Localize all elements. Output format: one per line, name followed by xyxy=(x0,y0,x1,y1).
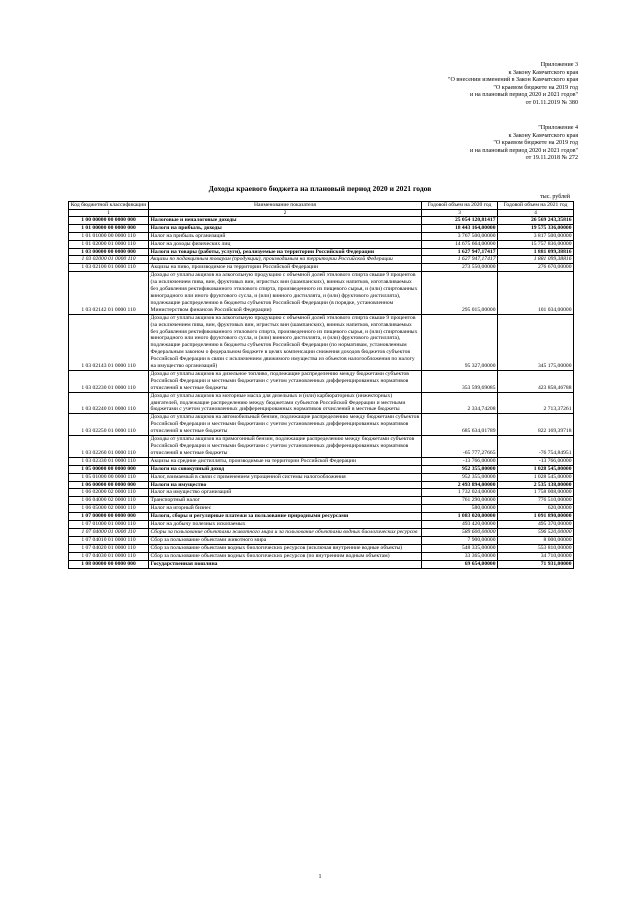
cell-name: Доходы от уплаты акцизов на алкогольную продукцию с объемной долей этилового спирта свыше 9 процентов (за исключением пива, вин, фруктовых вин, игристых вин (шампанских), винных напитков, изготавливаемых без добавления ректификованного этилового спирта, произведенного из пищевого сырья, и (или) спиртованных виноградного или иного фруктового сусла, и (или) винного дистиллята, и (или) фруктового дистиллята), подлежащие распределению в бюджеты субъектов Российской Федерации (по нормативам, установленным Федеральным законом о федеральном бюджете в целях компенсации снижения доходов бюджетов субъектов Российской Федерации в связи с исключением движимого имущества из объектов налогообложения по налогу на имущество организаций) xyxy=(149,314,422,370)
table-row xyxy=(69,436,574,458)
cell-code: 1 01 01000 00 0000 110 xyxy=(69,232,149,240)
table-row xyxy=(69,457,574,465)
cell-code: 1 03 02330 01 0000 110 xyxy=(69,457,149,465)
cell-code: 1 03 02000 01 0000 110 xyxy=(69,256,149,264)
cell-code: 1 06 05000 02 0000 110 xyxy=(69,505,149,513)
cell-name: Налог на игорный бизнес xyxy=(149,505,422,513)
cell-code: 1 05 00000 00 0000 000 xyxy=(69,465,149,473)
cell-2021: 34 710,00000 xyxy=(498,552,574,560)
table-row xyxy=(69,370,574,392)
cell-name: Акцизы по подакцизным товарам (продукции), производимым на территории Российской Федерации xyxy=(149,256,422,264)
cell-code: 1 01 02000 01 0000 110 xyxy=(69,240,149,248)
cell-2021: 1 758 008,00000 xyxy=(498,489,574,497)
cell-name: Сборы за пользование объектами животного мира и за пользование объектами водных биологических ресурсов xyxy=(149,528,422,536)
cell-name: Сбор за пользование объектами водных биологических ресурсов (исключая внутренние водные объекты) xyxy=(149,544,422,552)
cell-2021: 553 810,00000 xyxy=(498,544,574,552)
table-row xyxy=(69,544,574,552)
cell-2021: 2 713,37261 xyxy=(498,392,574,414)
table-row xyxy=(69,216,574,224)
column-index: 2 xyxy=(149,209,422,216)
cell-2020: 548 335,00000 xyxy=(422,544,498,552)
column-header-name: Наименование показателя xyxy=(149,202,422,210)
cell-code: 1 03 02230 01 0000 110 xyxy=(69,370,149,392)
cell-2021: 26 569 243,35816 xyxy=(498,216,574,224)
cell-name: Налоги на совокупный доход xyxy=(149,465,422,473)
cell-code: 1 03 02260 01 0000 110 xyxy=(69,436,149,458)
table-row xyxy=(69,560,574,568)
cell-2021: 345 175,00000 xyxy=(498,314,574,370)
cell-name: Акцизы на пиво, производимое на территории Российской Федерации xyxy=(149,264,422,272)
cell-2020: 952 355,00000 xyxy=(422,465,498,473)
column-header-2021: Годовой объем на 2021 год xyxy=(498,202,574,210)
cell-code: 1 07 00000 00 0000 000 xyxy=(69,513,149,521)
cell-code: 1 03 02142 01 0000 110 xyxy=(69,272,149,314)
cell-2021: 15 757 836,00000 xyxy=(498,240,574,248)
cell-2020: 95 327,00000 xyxy=(422,314,498,370)
cell-code: 1 07 01000 01 0000 110 xyxy=(69,521,149,529)
cell-2020: 273 550,00000 xyxy=(422,264,498,272)
table-row xyxy=(69,521,574,529)
cell-name: Налоги на имущество xyxy=(149,481,422,489)
cell-2020: 7 900,00000 xyxy=(422,536,498,544)
cell-code: 1 06 02000 02 0000 110 xyxy=(69,489,149,497)
table-row xyxy=(69,465,574,473)
appendix-header-original xyxy=(470,125,578,163)
cell-2020: 1 627 947,17417 xyxy=(422,248,498,256)
cell-2021: 495 370,00000 xyxy=(498,521,574,529)
table-row xyxy=(69,314,574,370)
header-line: к Закону Камчатского края xyxy=(508,69,578,76)
header-line: "О внесении изменений в Закон Камчатского края xyxy=(448,77,578,84)
cell-name: Доходы от уплаты акцизов на моторные масла для дизельных и (или) карбюраторных (инжекторных) двигателей, подлежащие распределению между бюджетами субъектов Российской Федерации и местными бюджетами с учетом установленных дифференцированных нормативов отчислений в местные бюджеты xyxy=(149,392,422,414)
cell-code: 1 05 01000 00 0000 110 xyxy=(69,473,149,481)
cell-2021: 276 670,00000 xyxy=(498,264,574,272)
cell-code: 1 03 02250 01 0000 110 xyxy=(69,414,149,436)
cell-name: Доходы от уплаты акцизов на автомобильный бензин, подлежащие распределению между бюджетами субъектов Российской Федерации и местными бюджетами с учетом установленных дифференцированных нормативов отчислений в местные бюджеты xyxy=(149,414,422,436)
header-line: к Закону Камчатского края xyxy=(508,132,578,139)
cell-2021: 1 881 099,38816 xyxy=(498,248,574,256)
cell-2020: 761 290,00000 xyxy=(422,497,498,505)
cell-name: Налоги на товары (работы, услуги), реализуемые на территории Российской Федерации xyxy=(149,248,422,256)
table-row xyxy=(69,497,574,505)
cell-name: Сбор за пользование объектами водных биологических ресурсов (по внутренним водным объектам) xyxy=(149,552,422,560)
table-row xyxy=(69,240,574,248)
cell-2021: 101 034,00000 xyxy=(498,272,574,314)
cell-2021: 423 858,46788 xyxy=(498,370,574,392)
document-title: Доходы краевого бюджета на плановый период 2020 и 2021 годов xyxy=(208,184,432,193)
cell-code: 1 07 04000 01 0000 110 xyxy=(69,528,149,536)
header-line: и на плановый период 2020 и 2021 годов" xyxy=(469,147,578,154)
cell-name: Налог, взимаемый в связи с применением упрощенной системы налогообложения xyxy=(149,473,422,481)
cell-2021: 2 535 138,00000 xyxy=(498,481,574,489)
cell-code: 1 03 02143 01 0000 110 xyxy=(69,314,149,370)
cell-2020: 1 627 947,17417 xyxy=(422,256,498,264)
cell-2020: 580,00000 xyxy=(422,505,498,513)
cell-name: Налоги, сборы и регулярные платежи за пользование природными ресурсами xyxy=(149,513,422,521)
table-row xyxy=(69,536,574,544)
cell-name: Доходы от уплаты акцизов на прямогонный бензин, подлежащие распределению между бюджетами субъектов Российской Федерации и местными бюджетами с учетом установленных дифференцированных нормативов отчислений в местные бюджеты xyxy=(149,436,422,458)
cell-2020: 2 493 894,00000 xyxy=(422,481,498,489)
cell-code: 1 08 00000 00 0000 000 xyxy=(69,560,149,568)
cell-code: 1 06 00000 00 0000 000 xyxy=(69,481,149,489)
column-header-code: Код бюджетной классификации xyxy=(69,202,149,210)
cell-name: Налог на прибыль организаций xyxy=(149,232,422,240)
cell-name: Налоги на прибыль, доходы xyxy=(149,224,422,232)
table-body xyxy=(69,216,574,568)
column-index: 4 xyxy=(498,209,574,216)
units-label: тыс. рублей xyxy=(540,194,570,200)
cell-2020: -13 766,00000 xyxy=(422,457,498,465)
header-line: "О краевом бюджете на 2019 год xyxy=(493,84,578,91)
header-line: от 19.11.2018 № 272 xyxy=(525,155,578,162)
cell-2020: 295 015,00000 xyxy=(422,272,498,314)
cell-2021: -76 754,84951 xyxy=(498,436,574,458)
cell-name: Сбор за пользование объектами животного мира xyxy=(149,536,422,544)
cell-2020: 353 599,69085 xyxy=(422,370,498,392)
cell-2021: -13 766,00000 xyxy=(498,457,574,465)
cell-2020: 18 443 164,00000 xyxy=(422,224,498,232)
cell-2020: 1 083 020,00000 xyxy=(422,513,498,521)
revenue-table xyxy=(68,201,574,569)
cell-name: Налог на имущество организаций xyxy=(149,489,422,497)
cell-2021: 3 817 500,00000 xyxy=(498,232,574,240)
header-line: и на плановый период 2020 и 2021 годов" xyxy=(469,92,578,99)
table-row xyxy=(69,414,574,436)
cell-code: 1 01 00000 00 0000 000 xyxy=(69,224,149,232)
cell-name: Налоговые и неналоговые доходы xyxy=(149,216,422,224)
table-row xyxy=(69,232,574,240)
header-line: от 01.11.2019 № 380 xyxy=(525,99,578,106)
cell-2021: 8 000,00000 xyxy=(498,536,574,544)
cell-2021: 822 169,39718 xyxy=(498,414,574,436)
cell-2020: 952 355,00000 xyxy=(422,473,498,481)
cell-2020: 14 675 664,00000 xyxy=(422,240,498,248)
column-header-2020: Годовой объем на 2020 год xyxy=(422,202,498,210)
cell-2021: 1 091 890,00000 xyxy=(498,513,574,521)
cell-code: 1 00 00000 00 0000 000 xyxy=(69,216,149,224)
cell-2021: 620,00000 xyxy=(498,505,574,513)
column-index-row xyxy=(69,209,574,216)
table-row xyxy=(69,248,574,256)
table-row xyxy=(69,528,574,536)
cell-2020: 493 420,00000 xyxy=(422,521,498,529)
cell-2020: 1 732 024,00000 xyxy=(422,489,498,497)
cell-2020: -65 777,27665 xyxy=(422,436,498,458)
column-index: 1 xyxy=(69,209,149,216)
cell-2021: 71 931,00000 xyxy=(498,560,574,568)
table-row xyxy=(69,473,574,481)
table-row xyxy=(69,552,574,560)
table-row xyxy=(69,264,574,272)
cell-2020: 2 334,74208 xyxy=(422,392,498,414)
table-row xyxy=(69,489,574,497)
header-line: "О краевом бюджете на 2019 год xyxy=(493,140,578,147)
cell-code: 1 07 04020 01 0000 110 xyxy=(69,544,149,552)
cell-2021: 776 510,00000 xyxy=(498,497,574,505)
cell-name: Доходы от уплаты акцизов на дизельное топливо, подлежащие распределению между бюджетами субъектов Российской Федерации и местными бюджетами с учетом установленных дифференцированных нормативов отчислений в местные бюджеты xyxy=(149,370,422,392)
header-line: Приложение 3 xyxy=(540,62,578,68)
column-index: 3 xyxy=(422,209,498,216)
cell-name: Налог на добычу полезных ископаемых xyxy=(149,521,422,529)
cell-2021: 596 520,00000 xyxy=(498,528,574,536)
cell-code: 1 07 04030 01 0000 110 xyxy=(69,552,149,560)
cell-2020: 589 600,00000 xyxy=(422,528,498,536)
cell-code: 1 03 00000 00 0000 000 xyxy=(69,248,149,256)
appendix-header-current xyxy=(448,62,578,108)
table-row xyxy=(69,505,574,513)
table-row xyxy=(69,256,574,264)
page-number: 1 xyxy=(318,874,322,880)
table-row xyxy=(69,224,574,232)
cell-2021: 1 881 099,38816 xyxy=(498,256,574,264)
table-header-row xyxy=(69,202,574,210)
cell-2020: 25 054 120,81417 xyxy=(422,216,498,224)
cell-2021: 1 028 545,00000 xyxy=(498,465,574,473)
table-row xyxy=(69,272,574,314)
cell-2020: 3 767 500,00000 xyxy=(422,232,498,240)
table-row xyxy=(69,481,574,489)
table-row xyxy=(69,513,574,521)
cell-name: Государственная пошлина xyxy=(149,560,422,568)
cell-2021: 1 028 545,00000 xyxy=(498,473,574,481)
cell-2020: 69 654,00000 xyxy=(422,560,498,568)
cell-name: Доходы от уплаты акцизов на алкогольную продукцию с объемной долей этилового спирта свыше 9 процентов (за исключением пива, вин, фруктовых вин, игристых вин (шампанских), винных напитков, изготавливаемых без добавления ректификованного этилового спирта, произведенного из пищевого сырья, и (или) спиртованных виноградного или иного фруктового сусла, и (или) винного дистиллята, и (или) фруктового дистиллята), подлежащие распределению в бюджеты субъектов Российской Федерации (в порядке, установленном Министерством финансов Российской Федерации) xyxy=(149,272,422,314)
cell-2021: 19 575 336,00000 xyxy=(498,224,574,232)
cell-2020: 685 634,01789 xyxy=(422,414,498,436)
cell-code: 1 06 04000 02 0000 110 xyxy=(69,497,149,505)
cell-code: 1 07 04010 01 0000 110 xyxy=(69,536,149,544)
cell-code: 1 03 02240 01 0000 110 xyxy=(69,392,149,414)
table-row xyxy=(69,392,574,414)
header-line: "Приложение 4 xyxy=(538,125,578,131)
cell-name: Транспортный налог xyxy=(149,497,422,505)
cell-name: Налог на доходы физических лиц xyxy=(149,240,422,248)
cell-2020: 33 365,00000 xyxy=(422,552,498,560)
cell-code: 1 03 02100 01 0000 110 xyxy=(69,264,149,272)
cell-name: Акцизы на средние дистилляты, производимые на территории Российской Федерации xyxy=(149,457,422,465)
